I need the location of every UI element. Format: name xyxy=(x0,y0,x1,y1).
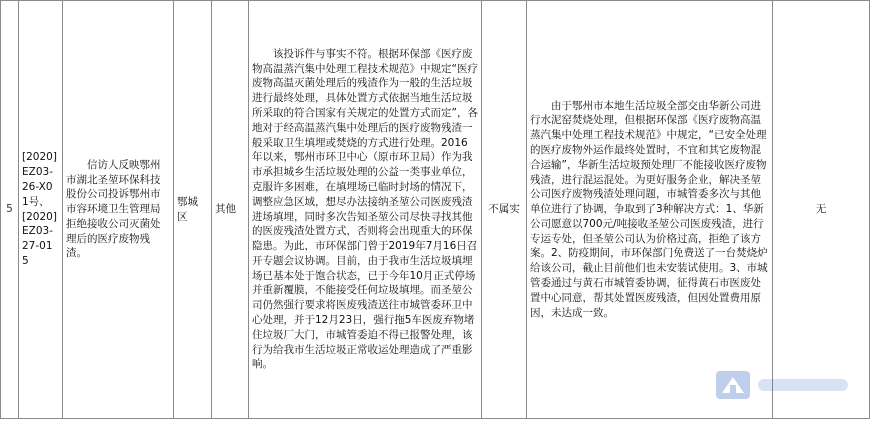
case-id: [2020]EZ03-26-X01号、[2020]EZ03-27-015 xyxy=(19,1,63,419)
district: 鄂城区 xyxy=(174,1,212,419)
table-row xyxy=(1,1,870,419)
pollution-type: 其他 xyxy=(212,1,249,419)
complaint-content: 信访人反映鄂州市湖北圣堃环保科技股份公司投诉鄂州市市容环境卫生管理局拒绝接收公司灭菌处理后的医疗废物残渣。 xyxy=(63,1,174,419)
row-number: 5 xyxy=(1,1,19,419)
verification-details: 该投诉件与事实不符。根据环保部《医疗废物高温蒸汽集中处理工程技术规范》中规定“医疗废物高温灭菌处理后的残渣作为一般的生活垃圾进行最终处理，具体处置方式依据当地生活垃圾所采取的符合国家有关规定的处置方式而定”，各地对于经高温蒸汽集中处理后的医疗废物残渣一般采取卫生填埋或焚烧的方式进行处理。2016年以来，鄂州市环卫中心（原市环卫局）作为我市承担城乡生活垃圾处理的公益一类事业单位，克服许多困难，在填埋场已临时封场的情况下，调整应急区域，想尽办法接纳圣堃公司医废残渣进场填埋，同时多次告知圣堃公司尽快寻找其他的医废残渣处置方式，否则将会出现重大的环保隐患。为此，市环保部门曾于2019年7月16日召开专题会议协调。目前，由于我市生活垃圾填埋场已基本处于饱合状态，已于今年10月正式停场并重新覆膜，不能接受任何垃圾填埋。而圣堃公司仍然强行要求将医废残渣送往市城管委环卫中心处理，并于12月23日，强行拖5车医废弃物堵住垃圾厂大门，市城管委迫不得已报警处理，该行为给我市生活垃圾正常收运处理造成了严重影响。 xyxy=(249,1,482,419)
handling-measures: 由于鄂州市本地生活垃圾全部交由华新公司进行水泥窑焚烧处理，但根据环保部《医疗废物高温蒸汽集中处理工程技术规范》中规定，“已安全处理的医疗废物外运作最终处置时，不宜和其它废物混合运输”，华新生活垃圾预处理厂不能接收医疗废物残渣，进行混运混处。为更好服务企业，解决圣堃公司医疗废物残渣处理问题，市城管委多次与其他单位进行了协调，争取到了3种解决方式：1、华新公司愿意以700元/吨接收圣堃公司医废残渣，进行专运专处，但圣堃公司认为价格过高，拒绝了该方案。2、防疫期间，市环保部门免费送了一台焚烧炉给该公司，截止目前他们也未安装试使用。3、市城管委通过与黄石市城管委协调，征得黄石市医废处置中心同意，帮其处置医废残渣，但因处置费用原因，未达成一致。 xyxy=(527,1,773,419)
remark: 无 xyxy=(773,1,870,419)
watermark-logo xyxy=(714,365,854,405)
verification-result: 不属实 xyxy=(482,1,527,419)
